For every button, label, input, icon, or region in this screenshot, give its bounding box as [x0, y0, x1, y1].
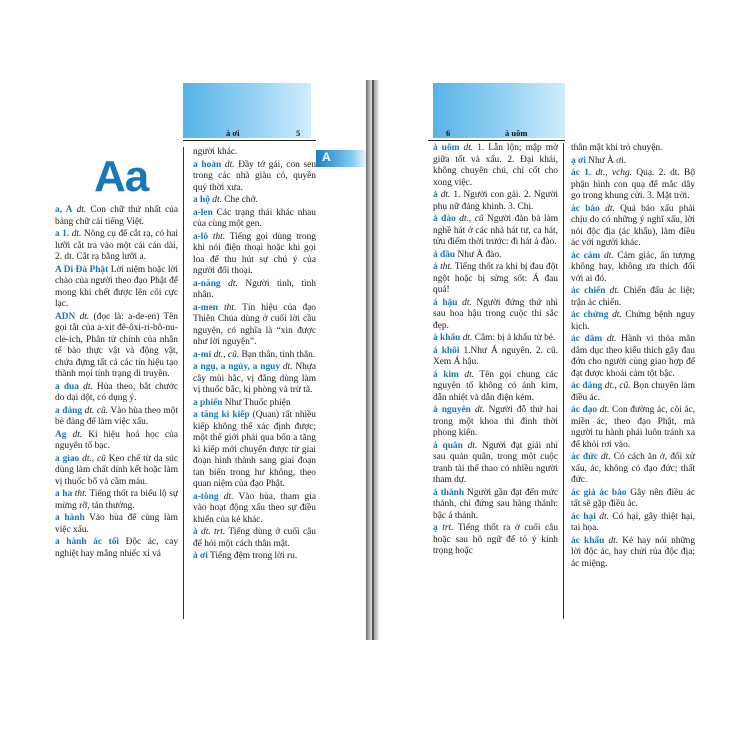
entry-definition: Quả báo xấu phải chịu do có những ý nghĩ xấu, lời nói độc địa (ác khẩu), làm điều ác với người khác.: [571, 203, 696, 248]
left-column-2: [193, 147, 316, 564]
entry-definition: Người đỗ thứ hai trong một khoa thi đình thời phong kiến.: [433, 405, 558, 438]
entry-part-of-speech: dt.: [603, 250, 614, 261]
dictionary-entry: [571, 168, 695, 203]
entry-part-of-speech: tht.: [74, 489, 88, 499]
entry-headword: a giao: [55, 453, 80, 464]
dictionary-entry: [433, 143, 558, 189]
dictionary-entry: [55, 229, 178, 264]
entry-headword: ả: [433, 190, 438, 200]
entry-headword: á kim: [433, 369, 459, 380]
dictionary-entry: [193, 147, 316, 159]
entry-definition: Chiến đấu ác liệt; trận ác chiến.: [571, 286, 695, 308]
entry-part-of-speech: dt.: [599, 511, 609, 522]
entry-definition: Như Ả đào.: [457, 249, 502, 260]
entry-definition: Các trạng thái khác nhau của cùng một gen.: [193, 207, 316, 229]
dictionary-entry: [193, 279, 316, 302]
dictionary-entry: [571, 156, 695, 168]
entry-headword: a 1.: [55, 229, 70, 239]
entry-definition: Có hại, gây thiệt hại, tai họa.: [571, 511, 696, 533]
entry-part-of-speech: dt.: [224, 159, 235, 170]
entry-headword: ác báo: [571, 203, 600, 214]
dictionary-entry: [55, 513, 178, 536]
entry-headword: ác giả ác báo: [571, 487, 627, 498]
left-header-tab: [183, 83, 311, 138]
dictionary-entry: [55, 489, 178, 512]
entry-definition: Quạ. 2. dt. Bộ phận hình con quạ để mắc dây go trong khung cửi. 3. Mặt trời.: [571, 168, 696, 201]
entry-definition: Bọn chuyên làm điều ác.: [571, 381, 696, 403]
entry-headword: a ngụ, a ngùy, a nguy: [193, 362, 281, 372]
left-column-1: [55, 205, 178, 561]
entry-definition: Người gần đạt đến mức thánh, chỉ đứng sau hàng thánh: bậc á thánh.: [433, 487, 558, 521]
entry-headword: Ag: [55, 429, 67, 440]
entry-part-of-speech: dt.: [79, 311, 90, 322]
entry-headword: á khôi: [433, 345, 460, 356]
entry-headword: a-men: [193, 302, 218, 313]
entry-definition: Nhựa cây mùi hắc, vị đắng dùng làm vị thuốc bắc, kị phòng và trừ tà.: [193, 362, 317, 395]
entry-part-of-speech: dt., cũ: [459, 214, 484, 224]
entry-headword: ác hại: [571, 511, 596, 522]
section-letter-heading: Aa: [94, 152, 149, 201]
entry-definition: Tên gọi chung các nguyên tố không có ánh kim, dẫn nhiệt và dẫn điện kém.: [433, 369, 558, 403]
dictionary-entry: [433, 333, 558, 345]
entry-headword: ác đạo: [571, 405, 598, 415]
entry-headword: a hành: [55, 513, 85, 523]
entry-part-of-speech: dt.: [608, 535, 619, 546]
entry-headword: a-tòng: [193, 491, 219, 502]
dictionary-entry: [433, 523, 558, 558]
entry-headword: a hộ: [193, 195, 210, 205]
entry-definition: Con chữ thứ nhất của bảng chữ cái tiếng Việt.: [55, 205, 178, 227]
entry-headword: a tăng kì kiếp: [193, 410, 250, 420]
entry-definition: Hùa theo, bắt chước do dại dột, có dụng ý.: [55, 381, 178, 403]
entry-definition: Người tình, tình nhân.: [193, 278, 316, 300]
entry-definition: Tiếng đệm trong lời ru.: [210, 551, 298, 561]
entry-headword: A Di Đà Phật: [55, 264, 109, 275]
page-bottom-band: [0, 640, 750, 750]
entry-headword: à uôm: [433, 143, 460, 153]
dictionary-entry: [571, 488, 695, 511]
dictionary-entry: [433, 370, 558, 405]
entry-headword: a ha: [55, 489, 73, 499]
entry-headword: a, A: [55, 205, 73, 215]
right-page-number: 6: [446, 128, 451, 138]
entry-definition: Tiếng thốt ra khi bị đau đột ngột hoặc bị sửng sốt: Á đau quá!: [433, 262, 559, 295]
right-header-word: à uôm: [505, 128, 528, 138]
dictionary-entry: [193, 362, 316, 397]
entry-headword: á quân: [433, 440, 463, 451]
entry-definition: Bạn thân, tình thân.: [241, 349, 316, 360]
entry-definition: Keo chế từ da súc dùng làm chất dính kết hoặc làm vị thuốc bổ và cầm máu.: [55, 453, 178, 487]
entry-headword: á nguyên: [433, 405, 471, 415]
entry-headword: ác chiến: [571, 286, 606, 296]
entry-definition: Hành vi thỏa mãn dâm dục theo kiểu thích gây đau đớn cho người cùng giao hợp để đạt được khoái cảm tột bậc.: [571, 334, 696, 379]
entry-headword: ác khẩu: [571, 535, 605, 546]
entry-part-of-speech: dt.: [72, 429, 83, 440]
entry-definition: 1. Người con gái. 2. Người phụ nữ đáng khinh. 3. Chị.: [433, 190, 559, 212]
entry-definition: Chứng bệnh nguy kịch.: [571, 310, 696, 332]
right-column-2: [571, 143, 695, 571]
dictionary-entry: [193, 410, 316, 491]
entry-definition: Con đường ác, cõi ác, miền ác, theo đạo Phật, mà người tu hành phải luôn tránh xa để khỏi rơi vào.: [571, 405, 696, 450]
dictionary-entry: [433, 298, 558, 333]
entry-definition: 1. Lẫn lộn; mập mờ giữa tốt và xấu. 2. Đại khái, không chuyên chú, chỉ cốt cho xong việc.: [433, 143, 559, 188]
left-page-number: 5: [296, 128, 301, 138]
dictionary-entry: [571, 452, 695, 487]
entry-headword: ác dâm: [571, 334, 603, 344]
entry-definition: Cảm giác, ấn tượng không hay, không ưa thích đối với ai đó.: [571, 250, 695, 284]
entry-part-of-speech: dt.: [474, 405, 485, 415]
dictionary-entry: [193, 551, 316, 563]
entry-definition: Tiếng thốt ra biểu lộ sự mừng rỡ, tán thưởng.: [55, 489, 178, 511]
dictionary-entry: [433, 346, 558, 369]
entry-headword: ác đức: [571, 452, 598, 462]
entry-definition: người khác.: [193, 147, 238, 157]
entry-part-of-speech: dt.: [463, 143, 474, 153]
entry-definition: Người đứng thứ nhì sau hoa hậu trong cuộc thi sắc đẹp.: [433, 297, 558, 331]
spine-line: [372, 80, 374, 640]
entry-headword: a dua: [55, 381, 79, 392]
entry-headword: a hoàn: [193, 159, 222, 170]
entry-part-of-speech: dt.: [83, 381, 93, 392]
entry-definition: Tiếng dùng ở cuối câu để hỏi một cách thân mật.: [193, 527, 316, 549]
right-header-tab: [433, 83, 565, 138]
entry-part-of-speech: dt. trt.: [201, 527, 226, 537]
dictionary-entry: [571, 536, 695, 571]
entry-part-of-speech: dt.: [612, 310, 622, 320]
dictionary-entry: [433, 250, 558, 262]
dictionary-entry: [193, 492, 316, 527]
entry-headword: ác 1.: [571, 168, 592, 178]
letter-index-tab-label: A: [322, 150, 331, 164]
dictionary-entry: [571, 143, 695, 155]
dictionary-entry: [55, 454, 178, 489]
dictionary-entry: [571, 381, 695, 404]
entry-definition: Người đàn bà làm nghề hát ở các nhà hát tư, ca hát, tửu điếm thời trước: đi hát ả đào.: [433, 214, 559, 247]
dictionary-entry: [433, 190, 558, 213]
entry-part-of-speech: dt.: [282, 362, 293, 372]
entry-definition: Tiếng gọi dùng trong khi nói điện thoại hoặc khi gọi loa để thu hút sự chú ý của người đối thoại.: [193, 231, 316, 276]
letter-index-tab: [316, 150, 366, 167]
dictionary-entry: [571, 334, 695, 380]
dictionary-entry: [193, 303, 316, 349]
entry-part-of-speech: dt.: [228, 278, 238, 289]
entry-headword: ả đào: [433, 214, 456, 224]
entry-headword: a hành ác tối: [55, 537, 119, 547]
entry-headword: a-năng: [193, 278, 221, 289]
entry-part-of-speech: dt.: [223, 491, 234, 502]
dictionary-entry: [433, 214, 558, 249]
dictionary-entry: [55, 205, 178, 228]
entry-definition: Người đạt giải nhì sau quán quân, trong một cuộc tranh tài thể thao có nhiều người tham dự.: [433, 440, 559, 485]
entry-part-of-speech: dt.: [440, 190, 451, 200]
dictionary-entry: [571, 405, 695, 451]
dictionary-entry: [571, 310, 695, 333]
entry-headword: á hậu: [433, 297, 458, 308]
dictionary-entry: [193, 208, 316, 231]
entry-headword: ác cảm: [571, 250, 601, 261]
dictionary-entry: [193, 195, 316, 207]
entry-headword: ả đầu: [433, 249, 456, 260]
entry-definition: Tín hiệu của đạo Thiên Chúa dùng ở cuối lời cầu nguyện, có nghĩa là “xin được như lời nguyện”.: [193, 302, 316, 347]
entry-definition: Lời niệm hoặc lời chào của người theo đạo Phật để mong khi chết được lên cõi cực lạc.: [55, 264, 178, 309]
entry-definition: Kí hiệu hoá học của nguyên tố bạc.: [55, 429, 178, 451]
dictionary-entry: [433, 405, 558, 440]
dictionary-entry: [55, 406, 178, 429]
entry-part-of-speech: dt.: [605, 203, 615, 214]
entry-definition: thân mật khi trò chuyện.: [571, 143, 663, 153]
entry-part-of-speech: dt.: [462, 297, 472, 308]
entry-part-of-speech: dt.: [599, 405, 610, 415]
dictionary-entry: [55, 265, 178, 311]
entry-part-of-speech: dt., cũ: [82, 453, 106, 464]
entry-definition: Như À ơi.: [588, 155, 627, 166]
entry-headword: ạ ơi: [571, 155, 586, 166]
entry-headword: á thánh: [433, 487, 465, 498]
entry-definition: (đọc là: a-de-en) Tên gọi tắt của a-xit đê-ôxi-ri-bô-nu-cle-ich, Phân tử chính của nhân tế bào thực vật và động vật, chứa đựng tất cả các tín hiệu tạo thành mọi tính trạng di truyền.: [55, 311, 178, 379]
entry-definition: Gây nên điều ác tất sẽ gặp điều ác.: [571, 487, 695, 509]
dictionary-entry: [571, 286, 695, 309]
dictionary-entry: [193, 527, 316, 550]
dictionary-entry: [193, 160, 316, 195]
entry-part-of-speech: dt.: [76, 205, 87, 215]
entry-headword: a-mi: [193, 349, 212, 360]
dictionary-entry: [571, 204, 695, 250]
dictionary-entry: [193, 398, 316, 410]
dictionary-entry: [571, 251, 695, 286]
entry-part-of-speech: dt.: [600, 452, 611, 462]
entry-definition: Nông cụ để cắt rạ, có hai lưỡi cắt tra vào một cái cán dài, 2. dt. Cắt rạ bằng lưỡi a.: [55, 229, 179, 262]
entry-headword: a-len: [193, 207, 213, 218]
entry-part-of-speech: dt.: [212, 195, 222, 205]
dictionary-entry: [55, 382, 178, 405]
entry-part-of-speech: tht.: [440, 262, 453, 272]
entry-headword: á khẩu: [433, 333, 461, 343]
entry-definition: Kẻ hay nói những lời độc ác, hay chửi rủa độc địa; ác miệng.: [571, 535, 696, 569]
entry-definition: Vào hùa để cùng làm việc xấu.: [55, 513, 178, 535]
entry-part-of-speech: dt., vchg.: [595, 168, 632, 178]
entry-headword: a-lô: [193, 231, 209, 242]
entry-part-of-speech: tht.: [224, 302, 237, 313]
dictionary-entry: [55, 312, 178, 381]
entry-headword: á: [433, 262, 438, 272]
entry-headword: ạ: [433, 523, 438, 533]
entry-part-of-speech: dt., cũ.: [604, 381, 631, 391]
entry-headword: à: [193, 527, 198, 537]
entry-part-of-speech: dt.: [467, 440, 478, 451]
entry-headword: à ơi: [193, 551, 208, 561]
entry-definition: (Quan) rất nhiều kiếp không thể xác định được; một thế giới phải qua bốn a tăng kì kiếp mới chuyển được từ giai đoạn hình thành sang giai đoạn tan biến trong hư không, theo quan niệm của đạo Phật.: [193, 410, 316, 489]
entry-definition: Che chở.: [224, 195, 258, 205]
entry-part-of-speech: dt. cũ.: [84, 405, 109, 416]
entry-part-of-speech: trt.: [442, 523, 454, 533]
entry-definition: Có cách ăn ở, đối xử xấu, ác, không có đạo đức; thất đức.: [571, 452, 695, 485]
right-column-divider: [563, 143, 564, 619]
left-header-word: à ơi: [226, 128, 240, 138]
entry-headword: ADN: [55, 311, 76, 322]
entry-headword: a phiến: [193, 397, 223, 408]
entry-headword: ác chứng: [571, 310, 609, 320]
entry-definition: Vào hùa, tham gia vào hoạt động xấu theo sự điều khiển của kẻ khác.: [193, 491, 316, 525]
entry-definition: Vào hùa theo một bè đảng để làm việc xấu.: [55, 405, 178, 427]
entry-part-of-speech: dt.: [609, 286, 620, 296]
entry-definition: 1.Như Á nguyên. 2. cũ. Xem Á hậu.: [433, 345, 558, 367]
left-column-divider: [183, 147, 184, 619]
entry-definition: Câm: bị á khẩu từ bé.: [474, 333, 556, 343]
dictionary-entry: [193, 350, 316, 362]
entry-part-of-speech: dt.: [464, 369, 475, 380]
right-column-1: [433, 143, 558, 559]
dictionary-entry: [433, 441, 558, 487]
entry-definition: Như Thuốc phiện: [224, 397, 291, 408]
entry-part-of-speech: dt.: [606, 334, 617, 344]
entry-part-of-speech: dt.: [71, 229, 82, 239]
dictionary-entry: [433, 262, 558, 297]
entry-part-of-speech: tht.: [212, 231, 226, 242]
dictionary-entry: [55, 537, 178, 560]
entry-headword: a đảng: [55, 405, 83, 416]
dictionary-entry: [571, 512, 695, 535]
entry-definition: Tiếng thốt ra ở cuối câu hoặc sau hô ngữ để tỏ ý kính trọng hoặc: [433, 523, 559, 556]
entry-part-of-speech: dt., cũ.: [213, 349, 240, 360]
entry-definition: Độc ác, cay nghiệt hay mắng nhiếc xỉ vả: [55, 537, 179, 559]
entry-definition: Đầy tớ gái, con sen trong các nhà giàu có, quyền quý thời xưa.: [193, 159, 317, 193]
right-header-rule: [428, 140, 565, 141]
dictionary-entry: [55, 430, 178, 453]
entry-headword: ác đảng: [571, 381, 603, 391]
left-header-rule: [183, 140, 316, 141]
entry-part-of-speech: dt.: [462, 333, 473, 343]
dictionary-entry: [433, 488, 558, 523]
dictionary-entry: [193, 232, 316, 278]
